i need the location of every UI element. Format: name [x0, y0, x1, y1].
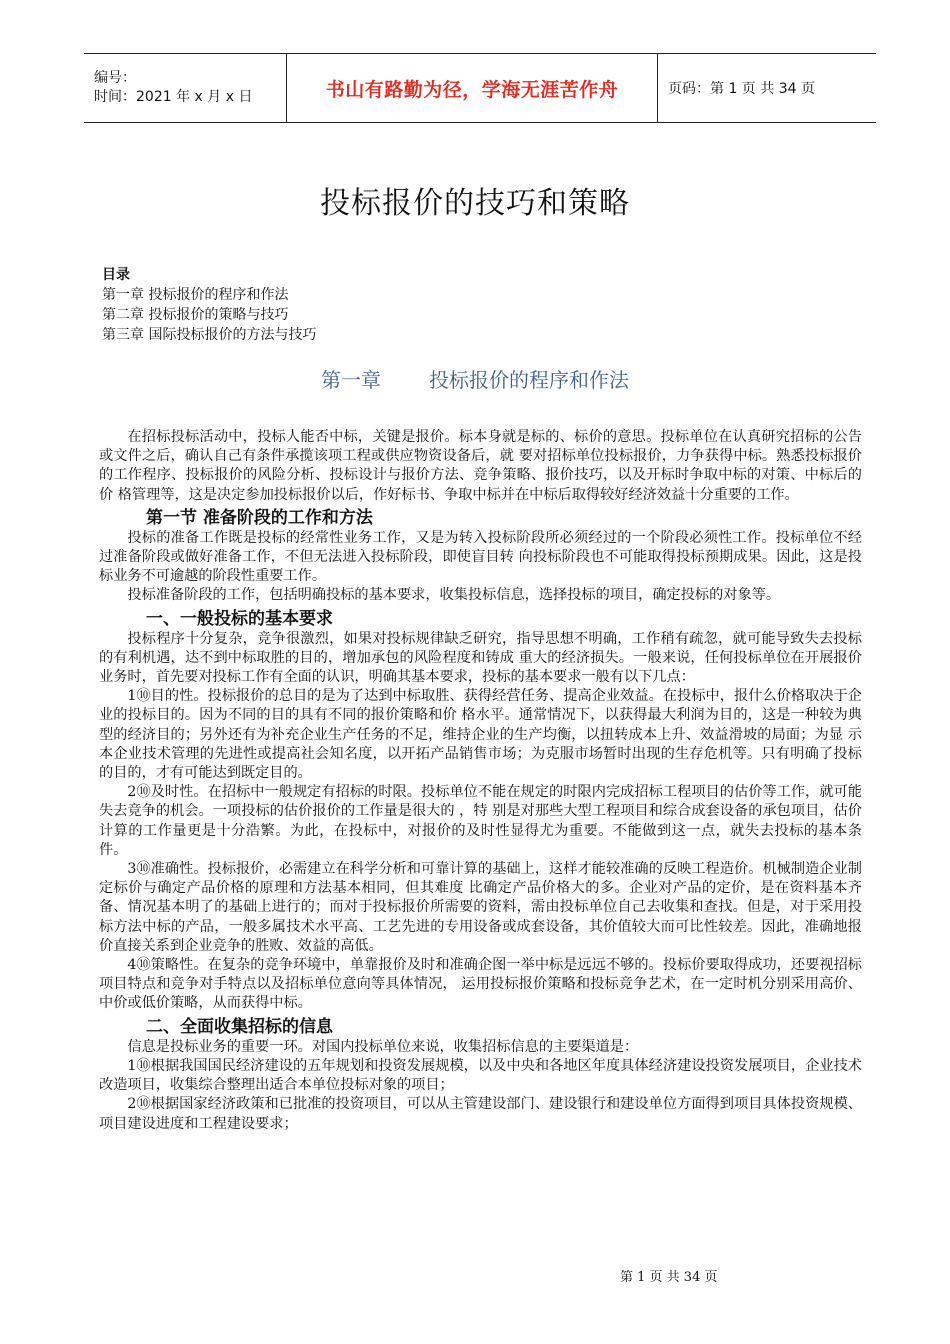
subsection-1-paragraph-2: 1⑩目的性。投标报价的总目的是为了达到中标取胜、获得经营任务、提高企业效益。在投标中，报什么价格取决于企业的投标目的。因为不同的目的具有不同的报价策略和价 格水平。通常情况下，以获得最大利润为目的，这是一种较为典型的经济目的；另外还有为补充企业生产任务的不足，维持企业的生产均衡，以扭转成本上升、效益滑坡的局面；为显 示本企业技术管理的先进性或提高社会知名度，以开拓产品销售市场；为克服市场暂时出现的生存危机等。只有明确了投标的目的，才有可能达到既定目的。: [99, 688, 862, 782]
document-title: 投标报价的技巧和策略: [320, 186, 630, 221]
table-of-contents: [102, 265, 316, 345]
toc-item-2[interactable]: 第二章 投标报价的策略与技巧: [102, 307, 289, 323]
chapter-name: 投标报价的程序和作法: [429, 368, 629, 392]
toc-item-3[interactable]: 第三章 国际投标报价的方法与技巧: [102, 327, 317, 343]
intro-paragraph: 在招标投标活动中，投标人能否中标，关键是报价。标本身就是标的、标价的意思。投标单位在认真研究招标的公告或文件之后，确认自己有条件承揽该项工程或供应物资设备后，就 要对招标单位投标报价，力争获得中标。熟悉投标报价的工作程序、投标报价的风险分析、投标设计与报价方法、竞争策略、报价技巧，以及开标时争取中标的对策、中标后的价 格管理等，这是决定参加投标报价以后，作好标书、争取中标并在中标后取得较好经济效益十分重要的工作。: [99, 429, 862, 503]
subsection-1-heading: 一、一般投标的基本要求: [146, 608, 333, 629]
header-table: [84, 53, 876, 123]
section-1-paragraph-1: 投标的准备工作既是投标的经常性业务工作，又是为转入投标阶段所必须经过的一个阶段必须性工作。投标单位不经过准备阶段或做好准备工作，不但无法进入投标阶段，即使盲目转 向投标阶段也不可能取得投标预期成果。因此，这是投标业务不可逾越的阶段性重要工作。: [99, 529, 862, 585]
chapter-number: 第一章: [321, 368, 381, 392]
subsection-1-paragraph-3: 2⑩及时性。在招标中一般规定有招标的时限。投标单位不能在规定的时限内完成招标工程项目的估价等工作，就可能失去竞争的机会。一项投标的估价报价的工作量是很大的 ，特 别是对那些大型工程项目和综合成套设备的承包项目，估价计算的工作量更是十分浩繁。为此，在投标中，对报价的及时性显得尤为重要。不能做到这一点，就失去投标的基本条件。: [99, 784, 862, 858]
header-motto: [286, 54, 658, 122]
document-body: [99, 428, 862, 1134]
toc-item-1[interactable]: 第一章 投标报价的程序和作法: [102, 287, 289, 303]
chapter-heading: [0, 364, 950, 393]
header-page-info: [658, 54, 876, 122]
subsection-1-paragraph-1: 投标程序十分复杂，竞争很激烈，如果对投标规律缺乏研究，指导思想不明确，工作稍有疏忽，就可能导致失去投标的有利机遇，达不到中标取胜的目的，增加承包的风险程度和铸成 重大的经济损失。一般来说，任何投标单位在开展报价业务时，首先要对投标工作有全面的认识，明确其基本要求，投标的基本要求一般有以下几点：: [99, 630, 862, 686]
number-label: 编号：: [94, 70, 136, 86]
subsection-2-paragraph-2: 1⑩根据我国国民经济建设的五年规划和投资发展规模，以及中央和各地区年度具体经济建设投资发展项目，企业技术改造项目，收集综合整理出适合本单位投标对象的项目；: [99, 1057, 862, 1094]
subsection-1-paragraph-5: 4⑩策略性。在复杂的竞争环境中，单靠报价及时和准确企图一举中标是远远不够的。投标价要取得成功，还要视招标项目特点和竞争对手特点以及招标单位意向等具体情况， 运用投标报价策略和投标竞争艺术，在一定时机分别采用高价、中价或低价策略，从而获得中标。: [99, 957, 862, 1012]
section-1-paragraph-2: 投标准备阶段的工作，包括明确投标的基本要求，收集投标信息，选择投标的项目，确定投标的对象等。: [127, 587, 781, 604]
subsection-2-heading: 二、全面收集招标的信息: [146, 1016, 333, 1037]
subsection-1-paragraph-4: 3⑩准确性。投标报价，必需建立在科学分析和可靠计算的基础上，这样才能较准确的反映工程造价。机械制造企业制定标价与确定产品价格的原理和方法基本相同，但其难度 比确定产品价格大的多。企业对产品的定价，是在资料基本齐备、情况基本明了的基础上进行的；而对于投标报价所需要的资料，需由投标单位自己去收集和查找。但是，对于采用投 标方法中标的产品，一般多属技术水平高、工艺先进的专用设备或成套设备，其价值较大而可比性较差。因此，准确地报价直接关系到企业竞争的胜败、效益的高低。: [99, 861, 862, 954]
toc-heading: 目录: [102, 267, 130, 283]
section-1-heading: 第一节 准备阶段的工作和方法: [146, 507, 373, 528]
header-meta: [84, 54, 286, 122]
footer-page-number: 第 1 页 共 34 页: [620, 1270, 718, 1285]
subsection-2-paragraph-3: 2⑩根据国家经济政策和已批准的投资项目，可以从主管建设部门、建设银行和建设单位方面得到项目具体投资规模、项目建设进度和工程建设要求；: [99, 1096, 862, 1132]
page-info-text: 页码：第 1 页 共 34 页: [668, 81, 815, 97]
motto-text: 书山有路勤为径，学海无涯苦作舟: [325, 78, 619, 101]
date-label: 时间：2021 年 x 月 x 日: [94, 89, 253, 105]
subsection-2-paragraph-1: 信息是投标业务的重要一环。对国内投标单位来说，收集招标信息的主要渠道是：: [127, 1038, 639, 1055]
